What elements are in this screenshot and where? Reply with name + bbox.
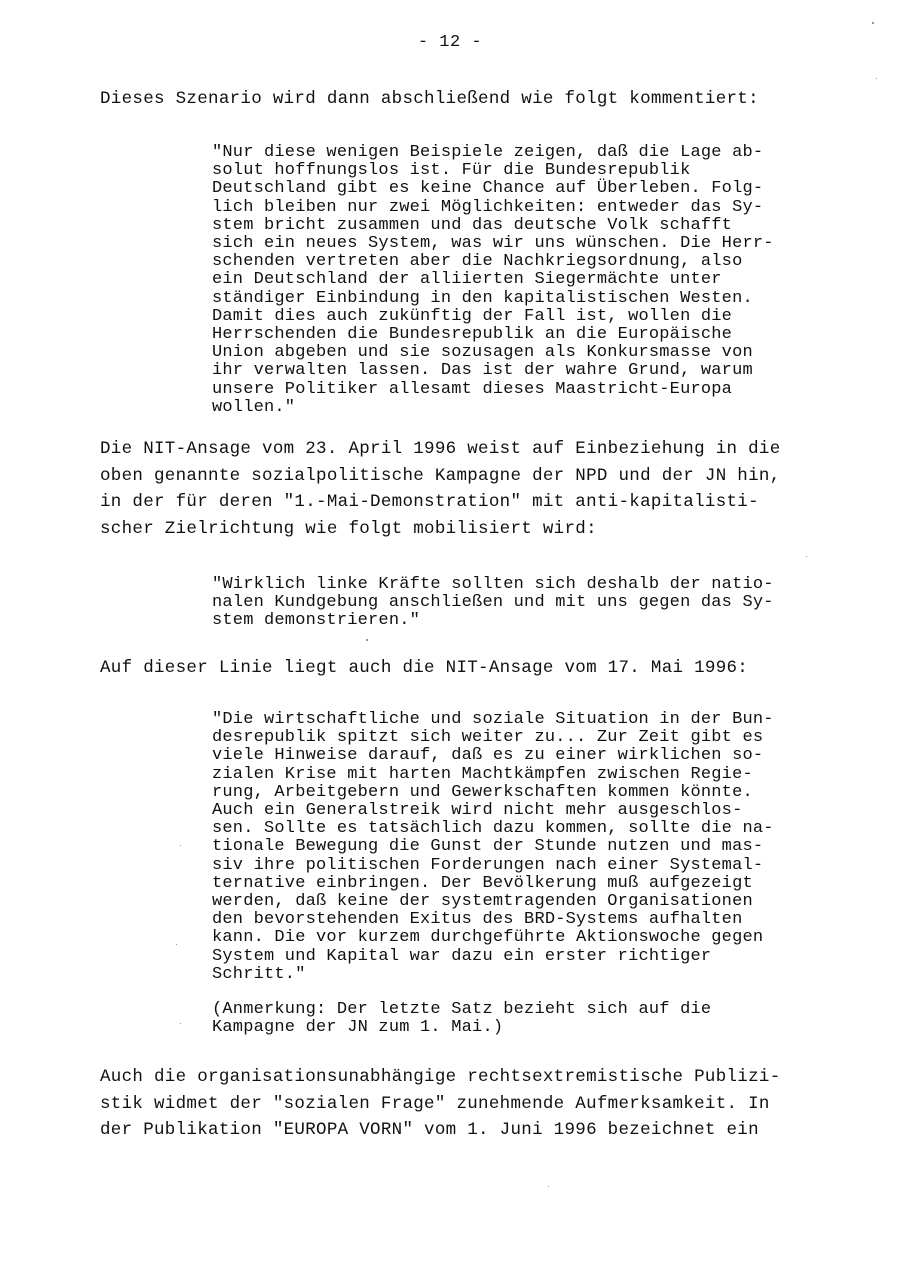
- quote-text: [212, 144, 818, 417]
- text-line: stem demonstrieren.": [212, 611, 421, 631]
- text-line: Kampagne der JN zum 1. Mai.): [212, 1018, 504, 1038]
- text-line: rung, Arbeitgebern und Gewerkschaften kommen könnte.: [212, 782, 753, 802]
- scan-speck: [180, 1023, 181, 1024]
- text-line: "Wirklich linke Kräfte sollten sich deshalb der natio-: [212, 575, 774, 594]
- text-line: unsere Politiker allesamt dieses Maastricht-Europa: [212, 379, 733, 399]
- scan-speck: [876, 78, 877, 79]
- text-line: stik widmet der "sozialen Frage" zunehmende Aufmerksamkeit. In: [100, 1093, 770, 1114]
- text-line: (Anmerkung: Der letzte Satz bezieht sich auf die: [212, 1000, 712, 1019]
- text-line: System und Kapital war dazu ein erster richtiger: [212, 946, 712, 966]
- quote-szenario-comment: [212, 144, 818, 417]
- text-line: Auf dieser Linie liegt auch die NIT-Ansage vom 17. Mai 1996:: [100, 658, 749, 678]
- text-line: siv ihre politischen Forderungen nach einer Systemal-: [212, 855, 764, 875]
- scan-speck: [366, 639, 368, 641]
- text-line: tionale Bewegung die Gunst der Stunde nutzen und mas-: [212, 837, 764, 857]
- page-number: - 12 -: [417, 33, 483, 52]
- text-line: sich ein neues System, was wir uns wünschen. Die Herr-: [212, 234, 774, 254]
- text-line: ein Deutschland der alliierten Siegermächte unter: [212, 270, 722, 290]
- scan-speck: [176, 944, 177, 945]
- text-line: kann. Die vor kurzem durchgeführte Aktionswoche gegen: [212, 928, 764, 948]
- text-line: scher Zielrichtung wie folgt mobilisiert wird:: [100, 518, 597, 539]
- scan-speck: [806, 556, 807, 557]
- note-text: [212, 1001, 818, 1037]
- text-line: Herrschenden die Bundesrepublik an die Europäische: [212, 325, 733, 345]
- paragraph-text: [100, 436, 810, 542]
- paragraph-nit-april: [100, 436, 810, 542]
- text-line: Dieses Szenario wird dann abschließend wie folgt kommentiert:: [100, 89, 759, 109]
- text-line: lich bleiben nur zwei Möglichkeiten: entweder das Sy-: [212, 197, 764, 217]
- text-line: Union abgeben und sie sozusagen als Konkursmasse von: [212, 343, 753, 363]
- text-line: zialen Krise mit harten Machtkämpfen zwischen Regie-: [212, 764, 753, 784]
- paragraph-text: [100, 1064, 810, 1144]
- quote-wirtschaftliche-situation: [212, 711, 818, 984]
- text-line: nalen Kundgebung anschließen und mit uns gegen das Sy-: [212, 593, 774, 613]
- text-line: sen. Sollte es tatsächlich dazu kommen, sollte die na-: [212, 819, 774, 839]
- text-line: solut hoffnungslos ist. Für die Bundesrepublik: [212, 161, 691, 181]
- quote-text: [212, 576, 818, 631]
- annotation-note: [212, 1001, 818, 1037]
- text-line: Die NIT-Ansage vom 23. April 1996 weist auf Einbeziehung in die: [100, 439, 781, 459]
- text-line: stem bricht zusammen und das deutsche Volk schafft: [212, 215, 733, 235]
- paragraph-intro-text: [100, 86, 810, 113]
- text-line: "Die wirtschaftliche und soziale Situation in der Bun-: [212, 710, 774, 729]
- text-line: "Nur diese wenigen Beispiele zeigen, daß die Lage ab-: [212, 143, 764, 162]
- text-line: werden, daß keine der systemtragenden Organisationen: [212, 892, 753, 912]
- text-line: Auch ein Generalstreik wird nicht mehr ausgeschlos-: [212, 801, 743, 821]
- scan-speck: [872, 22, 874, 24]
- paragraph-publizistik: [100, 1064, 810, 1144]
- text-line: ständiger Einbindung in den kapitalistischen Westen.: [212, 288, 753, 308]
- text-line: ihr verwalten lassen. Das ist der wahre Grund, warum: [212, 361, 753, 381]
- text-line: Damit dies auch zukünftig der Fall ist, wollen die: [212, 306, 733, 326]
- scan-speck: [548, 1186, 549, 1187]
- quote-text: [212, 711, 818, 984]
- text-line: ternative einbringen. Der Bevölkerung muß aufgezeigt: [212, 873, 753, 893]
- text-line: wollen.": [212, 397, 296, 417]
- text-line: desrepublik spitzt sich weiter zu... Zur Zeit gibt es: [212, 728, 764, 748]
- text-line: Auch die organisationsunabhängige rechtsextremistische Publizi-: [100, 1067, 781, 1087]
- paragraph-intro: [100, 86, 810, 113]
- text-line: Deutschland gibt es keine Chance auf Überleben. Folg-: [212, 179, 764, 199]
- text-line: schenden vertreten aber die Nachkriegsordnung, also: [212, 252, 743, 272]
- paragraph-text: [100, 655, 810, 682]
- text-line: viele Hinweise darauf, daß es zu einer wirklichen so-: [212, 746, 764, 766]
- text-line: der Publikation "EUROPA VORN" vom 1. Juni 1996 bezeichnet ein: [100, 1120, 759, 1140]
- quote-kundgebung: [212, 576, 818, 631]
- text-line: oben genannte sozialpolitische Kampagne der NPD und der JN hin,: [100, 465, 781, 486]
- text-line: den bevorstehenden Exitus des BRD-Systems aufhalten: [212, 910, 743, 930]
- text-line: Schritt.": [212, 964, 306, 984]
- scan-speck: [180, 845, 181, 846]
- paragraph-nit-mai: [100, 655, 810, 682]
- text-line: in der für deren "1.-Mai-Demonstration" mit anti-kapitalisti-: [100, 492, 759, 512]
